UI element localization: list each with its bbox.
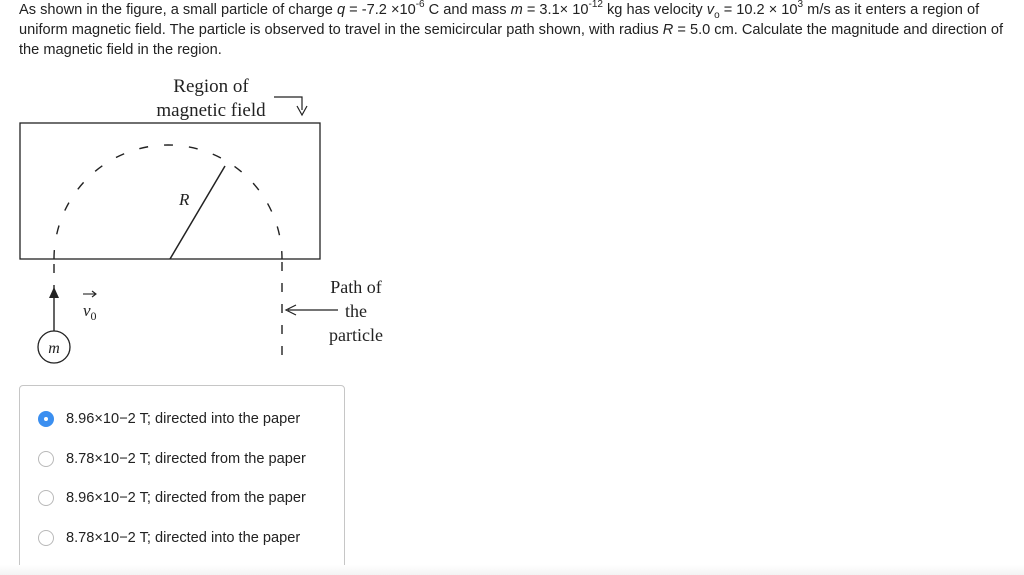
question-part: C and mass (424, 2, 511, 18)
region-label-line2: magnetic field (156, 100, 266, 121)
path-label-line3: particle (329, 325, 383, 345)
charge-symbol: q (336, 2, 346, 18)
velocity-label: $v_0$ (83, 301, 97, 323)
radio-icon[interactable] (38, 451, 54, 467)
charge-exponent: -6 (415, 0, 425, 11)
option-3[interactable] (38, 487, 306, 509)
question-part: = 5.0 cm. Calculate the magnitude and direction of the magnetic field in the region. (19, 21, 1004, 58)
question-part: As shown in the figure, a small particle of charge (19, 2, 337, 18)
option-label: 8.78×10−2 T; directed into the paper (66, 530, 301, 546)
physics-diagram (0, 70, 420, 370)
option-label: 8.96×10−2 T; directed into the paper (66, 411, 301, 427)
velocity-arrowhead (49, 287, 59, 298)
mass-symbol: m (510, 2, 523, 18)
mass-exponent: -12 (588, 0, 603, 11)
answer-options (19, 385, 345, 573)
question-part: = -7.2 ×10 (345, 2, 416, 18)
path-label-line1: Path of (330, 277, 382, 297)
question-part: = 3.1× 10 (522, 2, 589, 18)
option-4[interactable] (38, 527, 300, 549)
mass-label: m (48, 340, 60, 357)
radius-line (170, 166, 225, 259)
radio-selected-icon[interactable] (38, 411, 54, 427)
question-part: m/s as it enters a region of uniform magnetic field. The particle is observed to travel in the semicircular path shown, with radius (19, 2, 980, 38)
velocity-symbol: v (706, 2, 715, 18)
radius-label: R (179, 190, 190, 209)
page-bottom-edge (0, 565, 1024, 575)
velocity-exponent: 3 (797, 0, 804, 11)
question-part: kg has velocity (602, 2, 707, 18)
magnetic-field-region (20, 123, 320, 259)
option-label: 8.96×10−2 T; directed from the paper (66, 490, 306, 506)
option-2[interactable] (38, 448, 306, 470)
velocity-subscript: o (714, 9, 720, 21)
question-text (19, 1, 1023, 60)
radius-symbol: R (662, 21, 674, 38)
semicircle-path (54, 145, 282, 259)
radio-icon[interactable] (38, 530, 54, 546)
region-label-line1: Region of (173, 76, 249, 97)
option-label: 8.78×10−2 T; directed from the paper (66, 451, 306, 467)
radio-icon[interactable] (38, 490, 54, 506)
option-1[interactable] (38, 408, 300, 430)
path-label-line2: the (345, 301, 367, 321)
question-part: = 10.2 × 10 (719, 2, 798, 18)
